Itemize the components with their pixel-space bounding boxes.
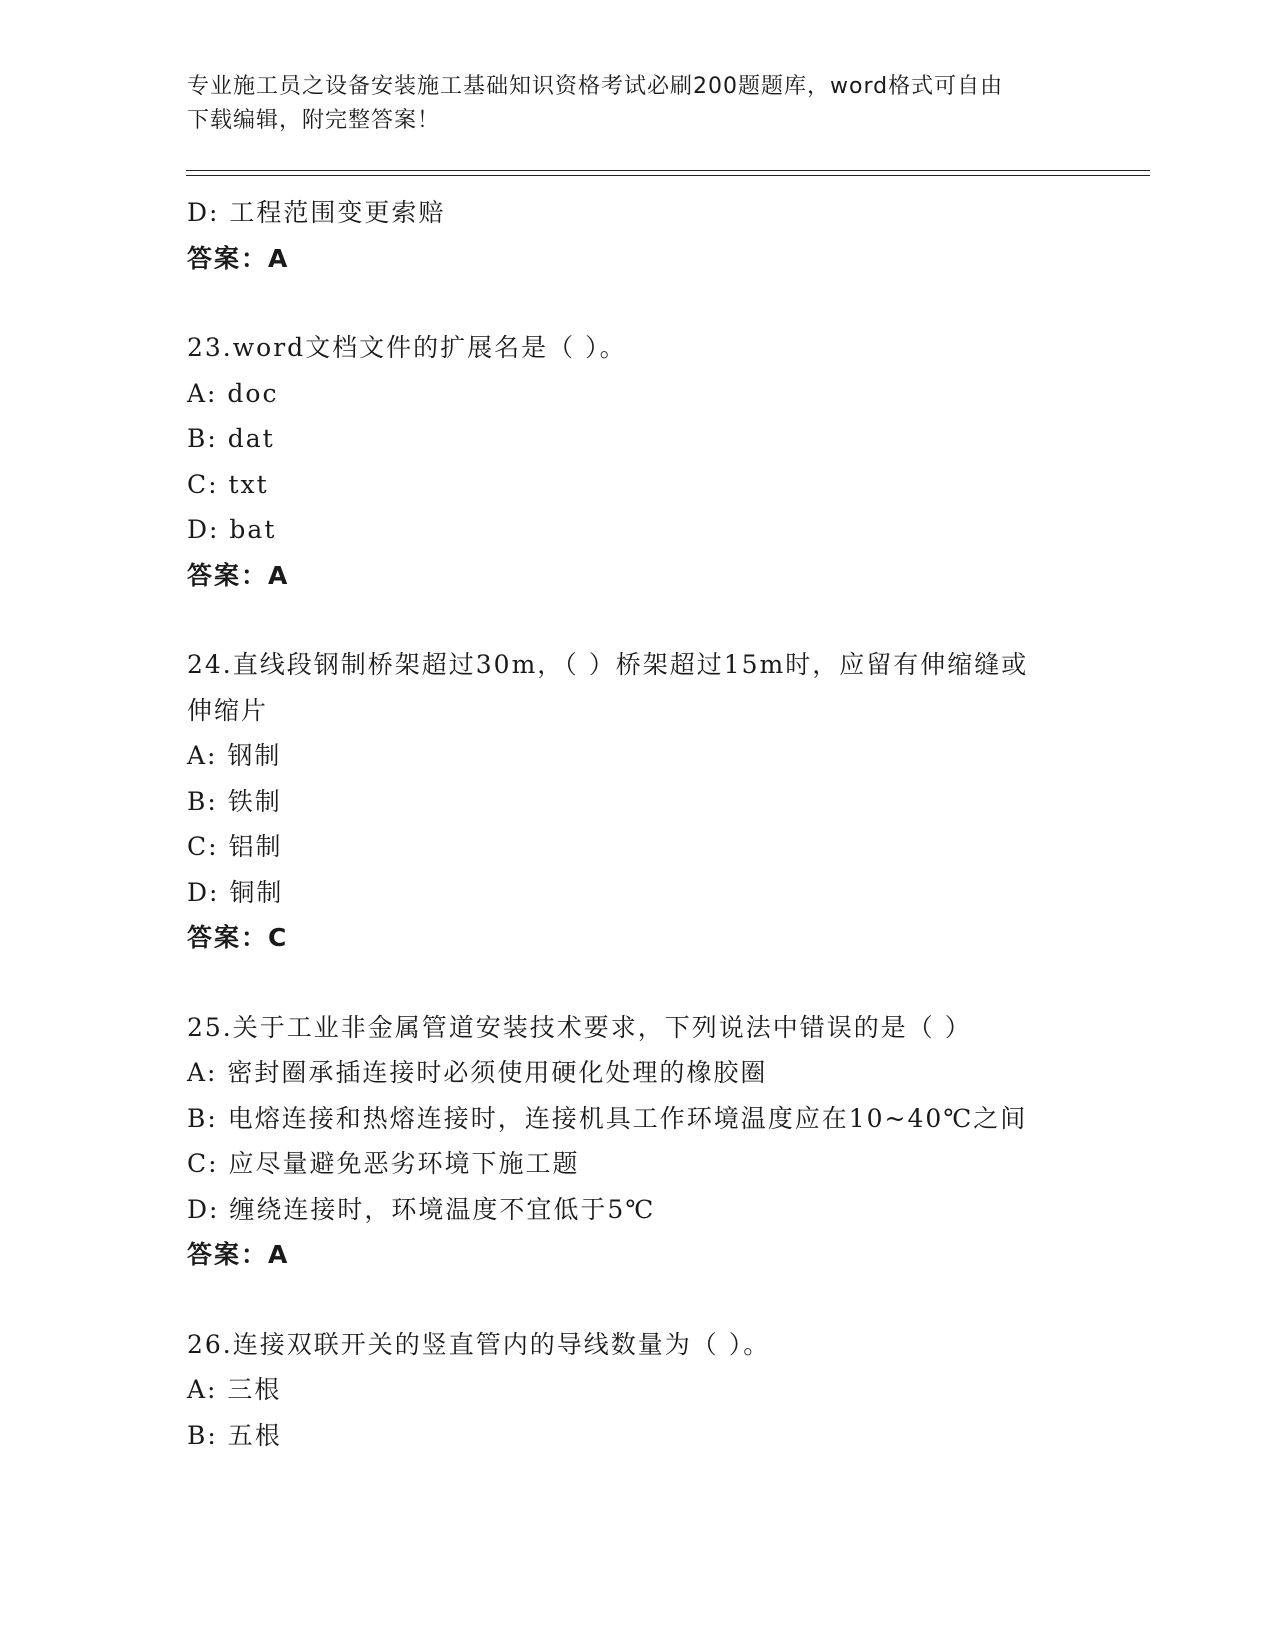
option-d: D: 铜制 [187,877,284,907]
option-c: C: 铝制 [187,832,283,861]
option-d: D: 缠绕连接时，环境温度不宜低于5℃ [187,1194,656,1224]
option-a: A: 三根 [187,1375,282,1404]
question-25 [187,1005,1147,1278]
header-title-line-1: 专业施工员之设备安装施工基础知识资格考试必刷200题题库，word格式可自由 [187,74,1004,99]
option-b: B: 五根 [187,1420,282,1450]
question-stem: 24.直线段钢制桥架超过30m，（ ）桥架超过15m时，应留有伸缩缝或 [187,650,1029,679]
header-divider-bottom [186,175,1150,176]
option-a: A: 密封圈承插连接时必须使用硬化处理的橡胶圈 [187,1058,768,1087]
option-b: B: 电熔连接和热熔连接时，连接机具工作环境温度应在10~40℃之间 [187,1103,1028,1133]
spacer [187,281,1147,325]
option-c: C: txt [187,469,269,499]
header-title-line-2: 下载编辑，附完整答案！ [187,108,441,133]
document-header [187,70,1087,138]
question-stem: 26.连接双联开关的竖直管内的导线数量为（ ）。 [187,1329,771,1359]
answer-line: 答案：C [187,923,289,952]
option-b: B: dat [187,424,275,453]
question-24 [187,642,1147,961]
spacer [187,961,1147,1005]
spacer [187,598,1147,642]
question-list [187,190,1147,1458]
question-stem: 23.word文档文件的扩展名是（ ）。 [187,333,627,362]
option-a: A: 钢制 [187,741,282,770]
question-26 [187,1322,1147,1459]
option-b: B: 铁制 [187,786,282,816]
option-d: D: 工程范围变更索赔 [187,198,446,227]
answer-line: 答案：A [187,560,290,590]
spacer [187,1278,1147,1322]
question-stem: 25.关于工业非金属管道安装技术要求，下列说法中错误的是（ ） [187,1012,972,1042]
question-23 [187,325,1147,598]
header-divider-top [186,170,1150,171]
option-a: A: doc [187,378,279,408]
answer-line: 答案：A [187,1240,290,1269]
answer-line: 答案：A [187,243,290,273]
option-c: C: 应尽量避免恶劣环境下施工题 [187,1149,580,1178]
question-stem-continued: 伸缩片 [187,695,269,725]
option-d: D: bat [187,515,277,544]
